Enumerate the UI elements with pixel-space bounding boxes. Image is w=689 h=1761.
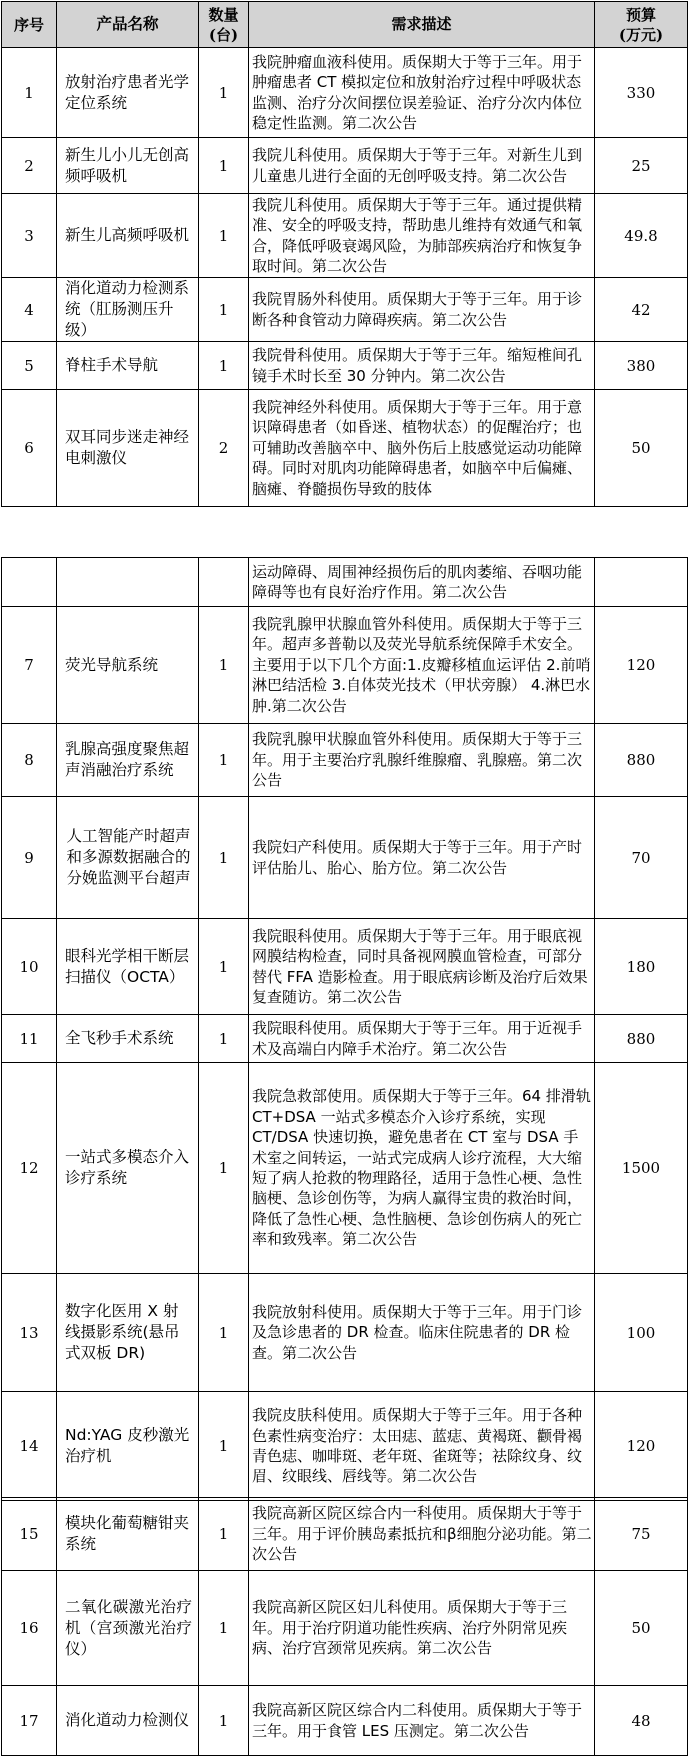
row-qty: 1 <box>199 1571 249 1686</box>
row-qty: 1 <box>199 1498 249 1571</box>
row-no: 7 <box>2 607 57 724</box>
row-budget: 100 <box>595 1274 688 1392</box>
row-name: 双耳同步迷走神经电刺激仪 <box>57 390 199 507</box>
row-qty: 1 <box>199 919 249 1015</box>
row-qty: 1 <box>199 342 249 390</box>
row-desc: 我院放射科使用。质保期大于等于三年。用于门诊及急诊患者的 DR 检查。临床住院患者的 DR 检查。第二次公告 <box>249 1274 595 1392</box>
row-no: 11 <box>2 1015 57 1063</box>
row-name: 模块化葡萄糖钳夹系统 <box>57 1498 199 1571</box>
row-qty: 1 <box>199 138 249 194</box>
row-budget: 70 <box>595 797 688 919</box>
row-qty: 1 <box>199 1392 249 1501</box>
row-qty: 1 <box>199 1686 249 1756</box>
row-desc: 我院胃肠外科使用。质保期大于等于三年。用于诊断各种食管动力障碍疾病。第二次公告 <box>249 278 595 342</box>
row-qty: 1 <box>199 797 249 919</box>
row-no: 14 <box>2 1392 57 1501</box>
row-name: 新生儿小儿无创高频呼吸机 <box>57 138 199 194</box>
row-name: 眼科光学相干断层扫描仪（OCTA） <box>57 919 199 1015</box>
row-qty <box>199 558 249 607</box>
row-no: 2 <box>2 138 57 194</box>
table-row <box>2 1686 688 1756</box>
row-qty: 2 <box>199 390 249 507</box>
row-qty: 1 <box>199 194 249 278</box>
row-no <box>2 558 57 607</box>
row-budget: 380 <box>595 342 688 390</box>
row-desc: 我院儿科使用。质保期大于等于三年。通过提供精准、安全的呼吸支持，帮助患儿维持有效通气和氧合，降低呼吸衰竭风险，为肺部疾病治疗和恢复争取时间。第二次公告 <box>249 194 595 278</box>
row-qty: 1 <box>199 724 249 797</box>
row-desc: 我院高新区院区综合内二科使用。质保期大于等于三年。用于食管 LES 压测定。第二次公告 <box>249 1686 595 1756</box>
row-name: 消化道动力检测系统（肛肠测压升级） <box>57 278 199 342</box>
row-desc: 我院肿瘤血液科使用。质保期大于等于三年。用于肿瘤患者 CT 模拟定位和放射治疗过程中呼吸状态监测、治疗分次间摆位误差验证、治疗分次内体位稳定性监测。第二次公告 <box>249 48 595 138</box>
table-row <box>2 607 688 724</box>
row-no: 4 <box>2 278 57 342</box>
table-row <box>2 1015 688 1063</box>
table-segment-1 <box>1 1 688 507</box>
header-no: 序号 <box>2 2 57 48</box>
row-desc: 我院骨科使用。质保期大于等于三年。缩短椎间孔镜手术时长至 30 分钟内。第二次公告 <box>249 342 595 390</box>
row-name <box>57 558 199 607</box>
row-no: 10 <box>2 919 57 1015</box>
table-row <box>2 1063 688 1274</box>
table-row <box>2 797 688 919</box>
row-no: 5 <box>2 342 57 390</box>
row-budget: 75 <box>595 1498 688 1571</box>
table-row <box>2 194 688 278</box>
row-no: 13 <box>2 1274 57 1392</box>
table-row <box>2 724 688 797</box>
table-row <box>2 1498 688 1571</box>
row-desc: 运动障碍、周围神经损伤后的肌肉萎缩、吞咽功能障碍等也有良好治疗作用。第二次公告 <box>249 558 595 607</box>
row-qty: 1 <box>199 278 249 342</box>
row-desc: 我院儿科使用。质保期大于等于三年。对新生儿到儿童患儿进行全面的无创呼吸支持。第二次公告 <box>249 138 595 194</box>
row-no: 8 <box>2 724 57 797</box>
row-name: 全飞秒手术系统 <box>57 1015 199 1063</box>
row-budget: 25 <box>595 138 688 194</box>
row-desc: 我院急救部使用。质保期大于等于三年。64 排滑轨 CT+DSA 一站式多模态介入诊疗系统，实现 CT/DSA 快速切换，避免患者在 CT 室与 DSA 手术室之间转运，一站式完成病人诊疗流程，大大缩短了病人抢救的物理路径，适用于急性心梗、急性脑梗、急诊创伤等，为病人赢得宝贵的救治时间，降低了急性心梗、急性脑梗、急诊创伤病人的死亡率和致残率。第二次公告 <box>249 1063 595 1274</box>
header-name: 产品名称 <box>57 2 199 48</box>
row-qty: 1 <box>199 1063 249 1274</box>
row-budget: 1500 <box>595 1063 688 1274</box>
row-name: 乳腺高强度聚焦超声消融治疗系统 <box>57 724 199 797</box>
row-budget: 49.8 <box>595 194 688 278</box>
table-row <box>2 138 688 194</box>
table-row <box>2 919 688 1015</box>
row-budget: 50 <box>595 1571 688 1686</box>
row-budget <box>595 558 688 607</box>
row-name: 人工智能产时超声和多源数据融合的分娩监测平台超声 <box>57 797 199 919</box>
table-row <box>2 48 688 138</box>
row-name: 脊柱手术导航 <box>57 342 199 390</box>
row-budget: 880 <box>595 724 688 797</box>
row-name: 消化道动力检测仪 <box>57 1686 199 1756</box>
row-desc: 我院乳腺甲状腺血管外科使用。质保期大于等于三年。超声多普勒以及荧光导航系统保障手术安全。主要用于以下几个方面:1.皮瓣移植血运评估 2.前哨淋巴结活检 3.自体荧光技术（甲状旁腺） 4.淋巴水肿.第二次公告 <box>249 607 595 724</box>
table-row <box>2 342 688 390</box>
row-qty: 1 <box>199 607 249 724</box>
row-desc: 我院高新区院区综合内一科使用。质保期大于等于三年。用于评价胰岛素抵抗和β细胞分泌功能。第二次公告 <box>249 1498 595 1571</box>
header-row <box>2 2 688 48</box>
row-budget: 120 <box>595 607 688 724</box>
table-segment-3 <box>1 1497 688 1756</box>
row-name: 二氧化碳激光治疗机（宫颈激光治疗仪） <box>57 1571 199 1686</box>
row-budget: 180 <box>595 919 688 1015</box>
table-row <box>2 1274 688 1392</box>
row-desc: 我院皮肤科使用。质保期大于等于三年。用于各种色素性病变治疗：太田痣、蓝痣、黄褐斑、颧骨褐青色痣、咖啡斑、老年斑、雀斑等；祛除纹身、纹眉、纹眼线、唇线等。第二次公告 <box>249 1392 595 1501</box>
row-no: 3 <box>2 194 57 278</box>
table-row <box>2 278 688 342</box>
row-no: 15 <box>2 1498 57 1571</box>
row-budget: 330 <box>595 48 688 138</box>
row-no: 16 <box>2 1571 57 1686</box>
row-no: 9 <box>2 797 57 919</box>
row-no: 17 <box>2 1686 57 1756</box>
row-desc: 我院妇产科使用。质保期大于等于三年。用于产时评估胎儿、胎心、胎方位。第二次公告 <box>249 797 595 919</box>
row-desc: 我院眼科使用。质保期大于等于三年。用于眼底视网膜结构检查，同时具备视网膜血管检查，可部分替代 FFA 造影检查。用于眼底病诊断及治疗后效果复查随访。第二次公告 <box>249 919 595 1015</box>
row-qty: 1 <box>199 48 249 138</box>
row-name: 数字化医用 X 射线摄影系统(悬吊式双板 DR) <box>57 1274 199 1392</box>
row-name: Nd:YAG 皮秒激光治疗机 <box>57 1392 199 1501</box>
row-budget: 880 <box>595 1015 688 1063</box>
row-name: 新生儿高频呼吸机 <box>57 194 199 278</box>
header-budget: 预算 (万元) <box>595 2 688 48</box>
row-budget: 42 <box>595 278 688 342</box>
header-desc: 需求描述 <box>249 2 595 48</box>
row-name: 一站式多模态介入诊疗系统 <box>57 1063 199 1274</box>
row-budget: 48 <box>595 1686 688 1756</box>
row-qty: 1 <box>199 1015 249 1063</box>
table-row <box>2 558 688 607</box>
row-budget: 120 <box>595 1392 688 1501</box>
row-desc: 我院神经外科使用。质保期大于等于三年。用于意识障碍患者（如昏迷、植物状态）的促醒治疗；也可辅助改善脑卒中、脑外伤后上肢感觉运动功能障碍。同时对肌肉功能障碍患者，如脑卒中后偏瘫、脑瘫、脊髓损伤导致的肢体 <box>249 390 595 507</box>
row-budget: 50 <box>595 390 688 507</box>
row-desc: 我院眼科使用。质保期大于等于三年。用于近视手术及高端白内障手术治疗。第二次公告 <box>249 1015 595 1063</box>
row-no: 6 <box>2 390 57 507</box>
row-name: 放射治疗患者光学定位系统 <box>57 48 199 138</box>
row-desc: 我院乳腺甲状腺血管外科使用。质保期大于等于三年。用于主要治疗乳腺纤维腺瘤、乳腺癌。第二次公告 <box>249 724 595 797</box>
row-desc: 我院高新区院区妇儿科使用。质保期大于等于三年。用于治疗阴道功能性疾病、治疗外阴常见疾病、治疗宫颈常见疾病。第二次公告 <box>249 1571 595 1686</box>
table-row <box>2 1392 688 1501</box>
row-no: 1 <box>2 48 57 138</box>
table-row <box>2 1571 688 1686</box>
row-no: 12 <box>2 1063 57 1274</box>
header-qty: 数量 (台) <box>199 2 249 48</box>
table-row <box>2 390 688 507</box>
table-segment-2 <box>1 557 688 1501</box>
row-name: 荧光导航系统 <box>57 607 199 724</box>
row-qty: 1 <box>199 1274 249 1392</box>
